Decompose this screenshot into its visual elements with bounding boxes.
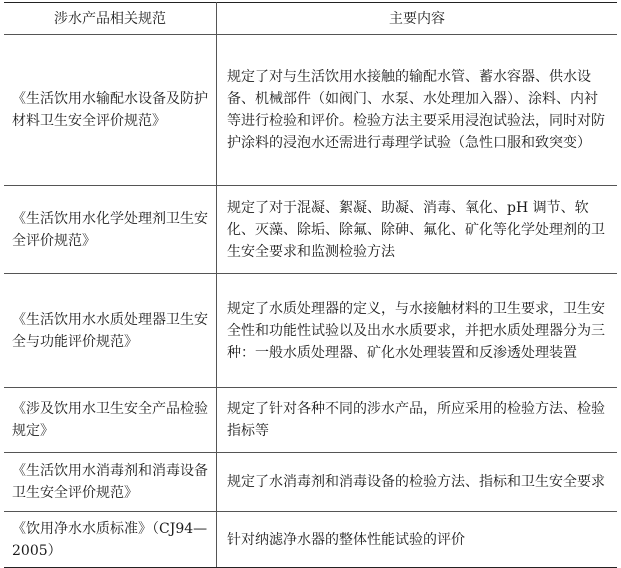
standard-name-cell: 《饮用净水水质标准》（CJ94—2005） bbox=[4, 512, 217, 568]
main-content-cell: 规定了针对各种不同的涉水产品，所应采用的检验方法、检验指标等 bbox=[217, 388, 618, 453]
standard-name-cell: 《生活饮用水输配水设备及防护材料卫生安全评价规范》 bbox=[4, 35, 217, 186]
main-content-cell: 规定了对于混凝、絮凝、助凝、消毒、氧化、pH 调节、软化、灭藻、除垢、除氟、除砷、氟化、矿化等化学处理剂的卫生安全要求和监测检验方法 bbox=[217, 186, 618, 274]
table-header-row bbox=[4, 3, 617, 35]
header-standard-name: 涉水产品相关规范 bbox=[4, 3, 217, 35]
standard-name-cell: 《生活饮用水化学处理剂卫生安全评价规范》 bbox=[4, 186, 217, 274]
table-row bbox=[4, 274, 617, 388]
main-content-cell: 规定了水质处理器的定义，与水接触材料的卫生要求，卫生安全性和功能性试验以及出水水质要求，并把水质处理器分为三种：一般水质处理器、矿化水处理装置和反渗透处理装置 bbox=[217, 274, 618, 388]
main-content-cell: 规定了对与生活饮用水接触的输配水管、蓄水容器、供水设备、机械部件（如阀门、水泵、水处理加入器）、涂料、内衬等进行检验和评价。检验方法主要采用浸泡试验法，同时对防护涂料的浸泡水还需进行毒理学试验（急性口服和致突变） bbox=[217, 35, 618, 186]
table-row bbox=[4, 35, 617, 186]
standard-name-cell: 《涉及饮用水卫生安全产品检验规定》 bbox=[4, 388, 217, 453]
table-row bbox=[4, 453, 617, 512]
standard-name-cell: 《生活饮用水消毒剂和消毒设备卫生安全评价规范》 bbox=[4, 453, 217, 512]
main-content-cell: 规定了水消毒剂和消毒设备的检验方法、指标和卫生安全要求 bbox=[217, 453, 618, 512]
main-content-cell: 针对纳滤净水器的整体性能试验的评价 bbox=[217, 512, 618, 568]
header-main-content: 主要内容 bbox=[217, 3, 618, 35]
table-row bbox=[4, 512, 617, 568]
standard-name-cell: 《生活饮用水水质处理器卫生安全与功能评价规范》 bbox=[4, 274, 217, 388]
spec-table bbox=[4, 2, 617, 568]
table-row bbox=[4, 186, 617, 274]
table-row bbox=[4, 388, 617, 453]
